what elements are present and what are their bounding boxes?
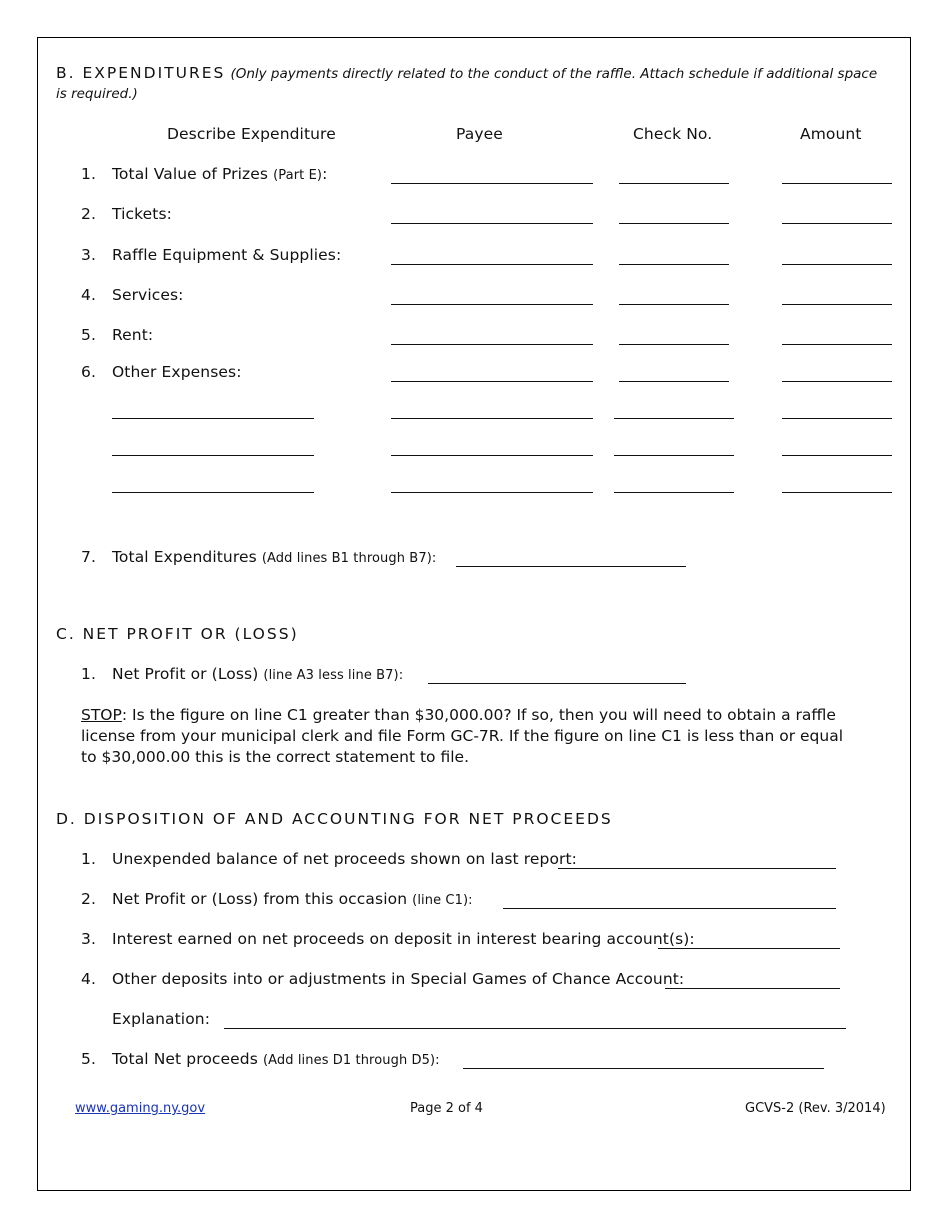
b3-check-field[interactable] xyxy=(619,264,729,265)
b4-payee-field[interactable] xyxy=(391,304,593,305)
d5-field[interactable] xyxy=(463,1068,824,1069)
b3-amount-field[interactable] xyxy=(782,264,892,265)
form-id: GCVS-2 (Rev. 3/2014) xyxy=(745,1101,886,1116)
page-number: Page 2 of 4 xyxy=(410,1101,483,1116)
line-b6-label: Other Expenses: xyxy=(112,363,242,381)
b6-check-field[interactable] xyxy=(619,381,729,382)
section-d-heading: D. DISPOSITION OF AND ACCOUNTING FOR NET PROCEEDS xyxy=(56,810,613,828)
other-expense-2-payee[interactable] xyxy=(391,455,593,456)
d4-field[interactable] xyxy=(665,988,840,989)
line-b4-label: Services: xyxy=(112,286,184,304)
other-expense-2-describe[interactable] xyxy=(112,455,314,456)
b2-check-field[interactable] xyxy=(619,223,729,224)
line-d3-num: 3. xyxy=(81,930,96,948)
line-d5-num: 5. xyxy=(81,1050,96,1068)
line-b2-label: Tickets: xyxy=(112,205,172,223)
website-link[interactable]: www.gaming.ny.gov xyxy=(75,1101,206,1116)
line-d1-label: Unexpended balance of net proceeds shown on last report: xyxy=(112,850,578,868)
line-b7-num: 7. xyxy=(81,548,96,566)
line-b4-num: 4. xyxy=(81,286,96,304)
d2-field[interactable] xyxy=(503,908,836,909)
line-d1-num: 1. xyxy=(81,850,96,868)
net-profit-field[interactable] xyxy=(428,683,686,684)
line-b5-num: 5. xyxy=(81,326,96,344)
line-d2-num: 2. xyxy=(81,890,96,908)
other-expense-1-payee[interactable] xyxy=(391,418,593,419)
b4-amount-field[interactable] xyxy=(782,304,892,305)
b1-check-field[interactable] xyxy=(619,183,729,184)
b1-amount-field[interactable] xyxy=(782,183,892,184)
other-expense-1-describe[interactable] xyxy=(112,418,314,419)
b5-amount-field[interactable] xyxy=(782,344,892,345)
line-b3-label: Raffle Equipment & Supplies: xyxy=(112,246,342,264)
b6-amount-field[interactable] xyxy=(782,381,892,382)
line-c1-num: 1. xyxy=(81,665,96,683)
b2-amount-field[interactable] xyxy=(782,223,892,224)
col-payee: Payee xyxy=(456,125,503,143)
col-amount: Amount xyxy=(800,125,862,143)
other-expense-2-amount[interactable] xyxy=(782,455,892,456)
other-expense-1-amount[interactable] xyxy=(782,418,892,419)
d1-field[interactable] xyxy=(558,868,836,869)
b5-payee-field[interactable] xyxy=(391,344,593,345)
b6-payee-field[interactable] xyxy=(391,381,593,382)
other-expense-2-check[interactable] xyxy=(614,455,734,456)
line-b1-num: 1. xyxy=(81,165,96,183)
line-b2-num: 2. xyxy=(81,205,96,223)
other-expense-3-describe[interactable] xyxy=(112,492,314,493)
stop-word: STOP xyxy=(81,706,122,724)
line-b6-num: 6. xyxy=(81,363,96,381)
other-expense-1-check[interactable] xyxy=(614,418,734,419)
total-expenditures-field[interactable] xyxy=(456,566,686,567)
line-d5-label: Total Net proceeds (Add lines D1 through D5): xyxy=(112,1050,440,1068)
b2-payee-field[interactable] xyxy=(391,223,593,224)
line-b1-label: Total Value of Prizes (Part E): xyxy=(112,165,328,183)
b5-check-field[interactable] xyxy=(619,344,729,345)
section-b-note-cont: is required.) xyxy=(56,86,138,102)
stop-notice: STOP: Is the figure on line C1 greater than $30,000.00? If so, then you will need to obtain a raffle license from your municipal clerk and file Form GC-7R. If the figure on line C1 is less than or equal to $30,000.00 this is the correct statement to file. xyxy=(81,706,844,766)
line-b3-num: 3. xyxy=(81,246,96,264)
section-b-heading: B. EXPENDITURES (Only payments directly related to the conduct of the raffle. Attach schedule if additional space xyxy=(56,64,878,82)
b4-check-field[interactable] xyxy=(619,304,729,305)
line-c1-label: Net Profit or (Loss) (line A3 less line B7): xyxy=(112,665,404,683)
line-d4-label: Other deposits into or adjustments in Special Games of Chance Account: xyxy=(112,970,685,988)
other-expense-3-payee[interactable] xyxy=(391,492,593,493)
line-d4-num: 4. xyxy=(81,970,96,988)
line-b7-label: Total Expenditures (Add lines B1 through B7): xyxy=(112,548,437,566)
line-d2-label: Net Profit or (Loss) from this occasion (line C1): xyxy=(112,890,473,908)
b1-payee-field[interactable] xyxy=(391,183,593,184)
other-expense-3-amount[interactable] xyxy=(782,492,892,493)
explanation-label: Explanation: xyxy=(112,1010,211,1028)
section-c-heading: C. NET PROFIT OR (LOSS) xyxy=(56,625,299,643)
other-expense-3-check[interactable] xyxy=(614,492,734,493)
explanation-field[interactable] xyxy=(224,1028,846,1029)
col-describe: Describe Expenditure xyxy=(167,125,336,143)
line-d3-label: Interest earned on net proceeds on deposit in interest bearing account(s): xyxy=(112,930,695,948)
b3-payee-field[interactable] xyxy=(391,264,593,265)
line-b5-label: Rent: xyxy=(112,326,154,344)
d3-field[interactable] xyxy=(658,948,840,949)
col-check-no: Check No. xyxy=(633,125,713,143)
